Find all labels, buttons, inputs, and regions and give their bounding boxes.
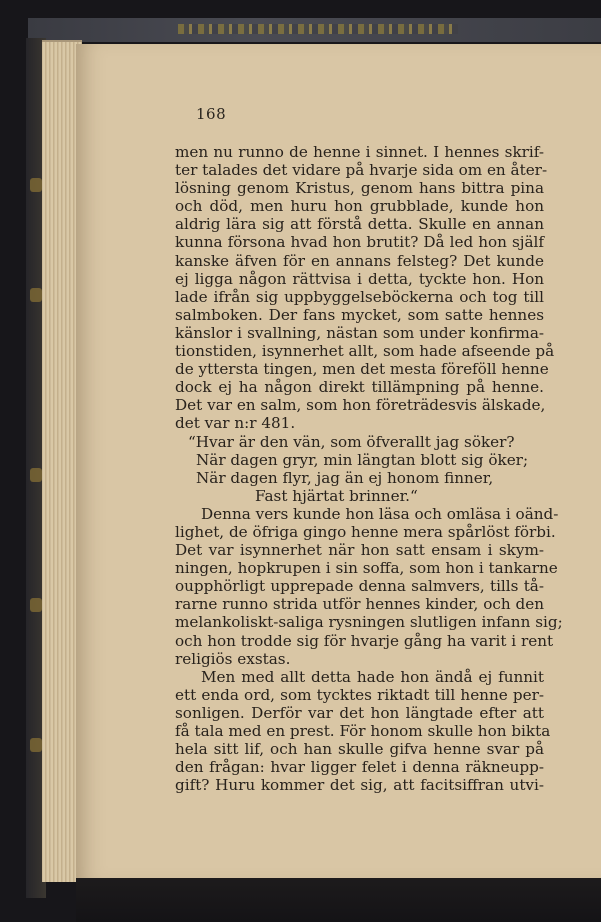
text-line: men nu runno de henne i sinnet. I hennes skrif- bbox=[175, 143, 544, 161]
text-line: och hon trodde sig för hvarje gång ha varit i rent bbox=[175, 631, 554, 650]
text-line: När dagen gryr, min längtan blott sig öker; bbox=[196, 450, 529, 469]
text-line: de yttersta tingen, men det mesta föreföll henne bbox=[175, 360, 549, 379]
text-line: ett enda ord, som tycktes riktadt till henne per- bbox=[175, 685, 544, 704]
text-line: ter talades det vidare på hvarje sida om en åter- bbox=[175, 161, 548, 180]
bottom-shadow bbox=[76, 878, 601, 922]
text-line: och död, men huru hon grubblade, kunde hon bbox=[175, 197, 544, 216]
text-line: kanske äfven för en annans felsteg? Det kunde bbox=[175, 251, 544, 270]
text-line: Fast hjärtat brinner.“ bbox=[255, 486, 418, 505]
text-line: Men med allt detta hade hon ändå ej funnit bbox=[201, 667, 544, 686]
text-line: rarne runno strida utför hennes kinder, och den bbox=[175, 595, 544, 614]
page-number: 168 bbox=[196, 105, 227, 123]
spine-ornament bbox=[30, 468, 42, 482]
spine-ornament bbox=[30, 178, 42, 192]
text-line: lighet, de öfriga gingo henne mera spårlöst förbi. bbox=[175, 522, 556, 541]
text-line: Det var isynnerhet när hon satt ensam i skym- bbox=[175, 541, 544, 560]
text-line: få tala med en prest. För honom skulle hon bikta bbox=[175, 722, 551, 740]
text-line: den frågan: hvar ligger felet i denna räkneupp- bbox=[175, 758, 544, 777]
text-line: aldrig lära sig att förstå detta. Skulle en annan bbox=[175, 215, 544, 234]
text-line: När dagen flyr, jag än ej honom finner, bbox=[196, 468, 494, 487]
text-line: känslor i svallning, nästan som under konfirma- bbox=[175, 323, 544, 342]
text-line: melankoliskt-saliga rysningen slutligen infann sig; bbox=[175, 613, 563, 632]
text-line: oupphörligt upprepade denna salmvers, tills tå- bbox=[175, 577, 544, 596]
text-line: sonligen. Derför var det hon längtade efter att bbox=[175, 703, 544, 722]
text-line: gift? Huru kommer det sig, att facitsiffran utvi- bbox=[175, 776, 544, 795]
spine-ornament bbox=[30, 738, 42, 752]
text-line: det var n:r 481. bbox=[175, 414, 296, 433]
text-line: “Hvar är den vän, som öfverallt jag söker? bbox=[188, 432, 515, 451]
text-line: hela sitt lif, och han skulle gifva henne svar på bbox=[175, 740, 544, 759]
spine-ornament bbox=[30, 288, 42, 302]
text-line: Denna vers kunde hon läsa och omläsa i oänd- bbox=[201, 504, 559, 523]
spine-ornament bbox=[30, 598, 42, 612]
gilt-ornament bbox=[178, 24, 458, 34]
text-line: religiös exstas. bbox=[175, 649, 291, 668]
text-line: ningen, hopkrupen i sin soffa, som hon i tankarne bbox=[175, 559, 558, 578]
text-line: tionstiden, isynnerhet allt, som hade afseende på bbox=[175, 342, 555, 361]
text-line: lösning genom Kristus, genom hans bittra pina bbox=[175, 179, 544, 198]
book-cover-top-edge bbox=[28, 18, 601, 42]
text-line: ej ligga någon rättvisa i detta, tyckte hon. Hon bbox=[175, 269, 544, 288]
text-line: kunna försona hvad hon brutit? Då led hon själf bbox=[175, 233, 544, 252]
text-line: salmboken. Der fans mycket, som satte hennes bbox=[175, 305, 544, 324]
text-line: lade ifrån sig uppbyggelseböckerna och tog till bbox=[175, 287, 544, 306]
text-line: dock ej ha någon direkt tillämpning på henne. bbox=[175, 378, 544, 397]
page-text bbox=[175, 143, 563, 795]
text-line: Det var en salm, som hon företrädesvis älskade, bbox=[175, 396, 546, 415]
